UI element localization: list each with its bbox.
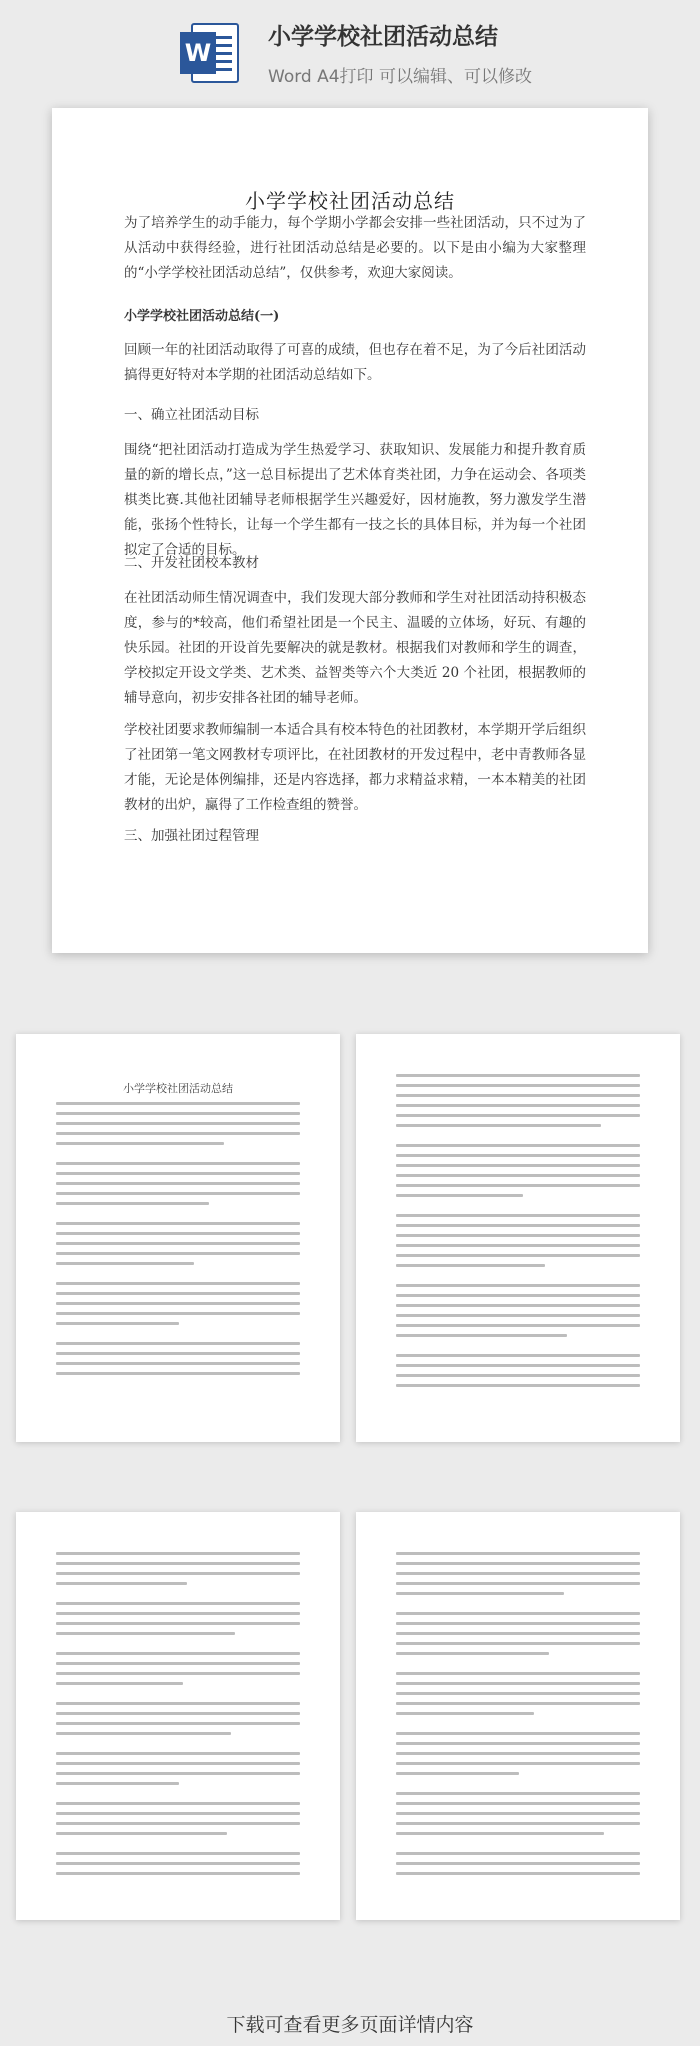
thumbnail-text-line — [396, 1264, 545, 1267]
thumbnail-text-line — [396, 1094, 640, 1097]
thumbnail-text-line — [56, 1322, 179, 1325]
thumbnail-text-line — [396, 1632, 640, 1635]
thumbnail-text-line — [396, 1124, 601, 1127]
thumbnail-text-line — [396, 1702, 640, 1705]
thumbnail-text-line — [56, 1752, 300, 1755]
thumbnail-text-line — [396, 1742, 640, 1745]
thumbnail-text-line — [396, 1254, 640, 1257]
thumbnail-text-line — [56, 1822, 300, 1825]
thumbnail-text-line — [396, 1174, 640, 1177]
thumbnail-text-line — [396, 1822, 640, 1825]
thumbnail-text-line — [56, 1872, 300, 1875]
thumbnail-text-line — [396, 1612, 640, 1615]
thumbnail-text-line — [396, 1384, 640, 1387]
thumbnail-text-line — [396, 1074, 640, 1077]
thumbnail-text-line — [396, 1672, 640, 1675]
thumbnail-text-line — [56, 1262, 194, 1265]
thumbnail-text-line — [56, 1142, 224, 1145]
thumbnail-text-line — [396, 1294, 640, 1297]
thumbnail-text-line — [56, 1702, 300, 1705]
thumbnail-text-line — [56, 1582, 187, 1585]
thumbnail-text-line — [56, 1132, 300, 1135]
thumbnail-text-line — [396, 1364, 640, 1367]
thumbnail-text-line — [396, 1084, 640, 1087]
thumbnail-text-line — [56, 1252, 300, 1255]
section-heading: 小学学校社团活动总结(一) — [124, 309, 280, 324]
thumbnail-text-line — [396, 1642, 640, 1645]
thumbnail-text-line — [396, 1692, 640, 1695]
thumbnail-text-line — [56, 1662, 300, 1665]
word-document-icon — [178, 22, 240, 84]
thumbnail-text-line — [396, 1852, 640, 1855]
thumbnail-text-line — [396, 1214, 640, 1217]
thumbnail-text-line — [56, 1782, 179, 1785]
thumbnail-text-line — [56, 1292, 300, 1295]
thumbnail-text-line — [396, 1712, 534, 1715]
thumbnail-text-line — [396, 1812, 640, 1815]
thumbnail-text-line — [56, 1342, 300, 1345]
thumbnail-text-line — [56, 1222, 300, 1225]
thumbnail-text-line — [396, 1872, 640, 1875]
thumbnail-text-line — [56, 1832, 227, 1835]
thumbnail-text-line — [396, 1324, 640, 1327]
footer-more-pages-text[interactable]: 下载可查看更多页面详情内容 — [226, 2014, 474, 2036]
thumbnail-text-line — [56, 1722, 300, 1725]
paragraph: 围绕“把社团活动打造成为学生热爱学习、获取知识、发展能力和提升教育质量的新的增长点，”这一总目标提出了艺术体育类社团，力争在运动会、各项类棋类比赛.其他社团辅导老师根据学生兴趣爱好，因材施教，努力激发学生潜能，张扬个性特长，让每一个学生都有一技之长的具体目标，并为每一个社团拟定了合适的目标。 — [124, 442, 586, 558]
thumbnail-text-line — [56, 1192, 300, 1195]
thumbnail-text-line — [56, 1312, 300, 1315]
thumbnail-text-line — [56, 1232, 300, 1235]
thumbnail-text-line — [56, 1732, 231, 1735]
document-preview-page — [52, 108, 648, 953]
header-title: 小学学校社团活动总结 — [268, 24, 498, 50]
thumbnail-text-line — [56, 1622, 300, 1625]
thumbnail-text-line — [56, 1652, 300, 1655]
thumbnail-text-line — [56, 1572, 300, 1575]
paragraph: 在社团活动师生情况调查中，我们发现大部分教师和学生对社团活动持积极态度，参与的*较高，他们希望社团是一个民主、温暖的立体场，好玩、有趣的快乐园。社团的开设首先要解决的就是教材。根据我们对教师和学生的调查，学校拟定开设文学类、艺术类、益智类等六个大类近 20 个社团，根据教师的辅导意向，初步安排各社团的辅导老师。 — [124, 590, 586, 706]
thumbnail-text-line — [56, 1682, 183, 1685]
header-subtitle: Word A4打印 可以编辑、可以修改 — [268, 67, 532, 87]
thumbnail-text-line — [56, 1802, 300, 1805]
thumbnail-text-line — [56, 1712, 300, 1715]
thumbnail-text-line — [396, 1762, 640, 1765]
thumbnail-text-line — [396, 1114, 640, 1117]
thumbnail-text-line — [396, 1552, 640, 1555]
thumbnail-text-line — [56, 1862, 300, 1865]
thumbnail-text-line — [56, 1772, 300, 1775]
thumbnail-text-line — [396, 1732, 640, 1735]
thumbnail-text-line — [396, 1164, 640, 1167]
svg-text:W: W — [184, 39, 212, 67]
thumbnail-text-line — [56, 1362, 300, 1365]
subheading: 二、开发社团校本教材 — [124, 555, 259, 571]
thumbnail-page-2[interactable] — [356, 1034, 680, 1442]
thumbnail-text-line — [396, 1354, 640, 1357]
thumbnail-text-line — [396, 1682, 640, 1685]
thumbnail-text-line — [396, 1104, 640, 1107]
thumbnail-text-line — [396, 1314, 640, 1317]
thumbnail-text-line — [56, 1552, 300, 1555]
thumbnail-text-line — [56, 1182, 300, 1185]
thumbnail-text-line — [56, 1852, 300, 1855]
thumbnail-text-line — [396, 1284, 640, 1287]
thumbnail-text-line — [396, 1224, 640, 1227]
thumbnail-text-line — [396, 1244, 640, 1247]
thumbnail-text-line — [56, 1352, 300, 1355]
thumbnail-text-line — [396, 1802, 640, 1805]
thumbnail-text-line — [56, 1672, 300, 1675]
thumbnail-text-line — [396, 1592, 564, 1595]
thumbnail-text-line — [396, 1234, 640, 1237]
thumbnail-text-line — [396, 1792, 640, 1795]
thumbnail-text-line — [396, 1572, 640, 1575]
thumbnail-page-4[interactable] — [356, 1512, 680, 1920]
thumbnail-text-line — [56, 1612, 300, 1615]
thumbnail-text-line — [396, 1622, 640, 1625]
subheading: 三、加强社团过程管理 — [124, 828, 259, 844]
thumbnail-text-line — [396, 1562, 640, 1565]
intro-paragraph: 为了培养学生的动手能力，每个学期小学都会安排一些社团活动，只不过为了从活动中获得经验，进行社团活动总结是必要的。以下是由小编为大家整理的“小学学校社团活动总结”，仅供参考，欢迎大家阅读。 — [124, 215, 586, 281]
thumbnail-text-line — [56, 1562, 300, 1565]
thumbnail-text-line — [396, 1184, 640, 1187]
thumbnail-text-line — [56, 1112, 300, 1115]
thumbnail-text-line — [56, 1602, 300, 1605]
thumbnail-text-line — [396, 1334, 567, 1337]
thumbnail-text-line — [396, 1304, 640, 1307]
thumbnail-text-line — [396, 1194, 523, 1197]
thumbnail-text-line — [56, 1172, 300, 1175]
thumbnail-text-line — [56, 1122, 300, 1125]
thumbnail-text-line — [56, 1282, 300, 1285]
thumbnail-text-line — [396, 1374, 640, 1377]
thumbnail-text-line — [56, 1302, 300, 1305]
thumbnail-text-line — [56, 1162, 300, 1165]
thumbnail-text-line — [56, 1762, 300, 1765]
thumbnail-text-line — [396, 1772, 519, 1775]
thumbnail-text-line — [56, 1242, 300, 1245]
thumbnail-text-line — [396, 1154, 640, 1157]
thumbnail-text-line — [396, 1752, 640, 1755]
thumbnail-page-3[interactable] — [16, 1512, 340, 1920]
thumbnail-text-line — [56, 1202, 209, 1205]
header — [0, 0, 700, 105]
thumbnail-text-line — [396, 1582, 640, 1585]
thumbnail-text-line — [56, 1632, 235, 1635]
subheading: 一、确立社团活动目标 — [124, 407, 259, 423]
paragraph: 回顾一年的社团活动取得了可喜的成绩，但也存在着不足，为了今后社团活动搞得更好特对本学期的社团活动总结如下。 — [124, 342, 586, 383]
paragraph: 学校社团要求教师编制一本适合具有校本特色的社团教材，本学期开学后组织了社团第一笔文网教材专项评比，在社团教材的开发过程中，老中青教师各显才能，无论是体例编排，还是内容选择，都力求精益求精，一本本精美的社团教材的出炉，赢得了工作检查组的赞誉。 — [124, 722, 586, 813]
thumbnail-text-line — [396, 1862, 640, 1865]
document-title: 小学学校社团活动总结 — [245, 189, 455, 213]
thumbnail-text-line — [396, 1144, 640, 1147]
thumbnail-text-line — [56, 1812, 300, 1815]
thumbnail-page-title: 小学学校社团活动总结 — [123, 1082, 233, 1095]
thumbnail-text-line — [396, 1832, 604, 1835]
thumbnail-text-line — [56, 1372, 300, 1375]
thumbnail-page-1[interactable] — [16, 1034, 340, 1442]
thumbnail-text-line — [56, 1102, 300, 1105]
thumbnail-text-line — [396, 1652, 549, 1655]
